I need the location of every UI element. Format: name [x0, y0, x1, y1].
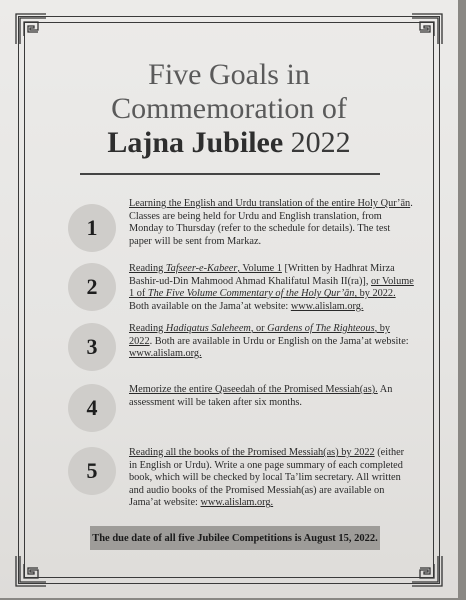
goal-text: . Both are available in Urdu or English on the Jama’at website: — [149, 335, 409, 347]
underlined-text: , Volume 1 — [237, 263, 282, 274]
underlined-text: Hadiqatus Saleheem — [165, 323, 251, 334]
goal-number-badge: 5 — [68, 447, 116, 495]
underlined-text: Reading all the books of the Promised Messiah(as) by 2022 — [129, 447, 375, 458]
goal-description — [129, 198, 414, 248]
underlined-text: Learning the English and Urdu translation of the entire Holy Qur’ān — [129, 198, 411, 209]
underlined-text: www.alislam.org. — [200, 497, 274, 509]
title-line-1: Five Goals in — [148, 58, 310, 91]
due-date-banner: The due date of all five Jubilee Competitions is August 15, 2022. — [90, 526, 380, 550]
goal-text: Both available on the Jama’at website: — [129, 300, 291, 312]
title-line-3 — [40, 126, 418, 160]
underlined-text: www.alislam.org. — [290, 300, 364, 312]
corner-ornament-icon — [14, 554, 48, 588]
underlined-text: Tafseer-e-Kabeer — [165, 263, 238, 274]
underlined-text: , by 2022. — [354, 288, 396, 300]
goal-text: (either in English or Urdu). Write a one page summary of each completed book, which will be checked by local Ta’lim secretary. All written and audio books of the Promised Messiah(as) are available on Jama’at website: — [129, 447, 405, 509]
title-line-2: Commemoration of — [111, 92, 347, 125]
goal-description — [129, 323, 414, 361]
goal-text: An assessment will be taken after six months. — [129, 384, 393, 408]
corner-ornament-icon — [410, 554, 444, 588]
underlined-text: Reading — [129, 323, 166, 334]
underlined-text: Reading — [129, 263, 166, 274]
title-year: 2022 — [290, 126, 351, 159]
underlined-text: Gardens of The Righteous — [267, 323, 375, 334]
underlined-text: Memorize the entire Qaseedah of the Promised Messiah(as). — [129, 384, 378, 395]
goal-number-badge: 1 — [68, 204, 116, 252]
goal-description — [129, 384, 414, 409]
goal-text: . Classes are being held for Urdu and English translation, from Monday to Thursday (refer to the schedule for details). The test paper will be sent from Markaz. — [129, 198, 413, 247]
goal-description — [129, 447, 414, 510]
underlined-text: The Five Volume Commentary of the Holy Qur’ān — [147, 288, 355, 300]
title-divider — [80, 173, 380, 175]
goal-number-badge: 3 — [68, 323, 116, 371]
title-jubilee: Lajna Jubilee — [107, 126, 284, 159]
goal-text: [Written by Hadhrat Mirza Bashir-ud-Din Mahmood Ahmad Khalifatul Masih II(ra)], — [129, 263, 395, 287]
underlined-text: , by 2022 — [129, 323, 391, 347]
goal-number-badge: 2 — [68, 263, 116, 311]
underlined-text: , or — [250, 323, 268, 334]
goal-description — [129, 263, 414, 313]
corner-ornament-icon — [410, 12, 444, 46]
goal-number-badge: 4 — [68, 384, 116, 432]
underlined-text: or Volume 1 of — [129, 275, 414, 300]
corner-ornament-icon — [14, 12, 48, 46]
underlined-text: www.alislam.org. — [129, 348, 202, 360]
